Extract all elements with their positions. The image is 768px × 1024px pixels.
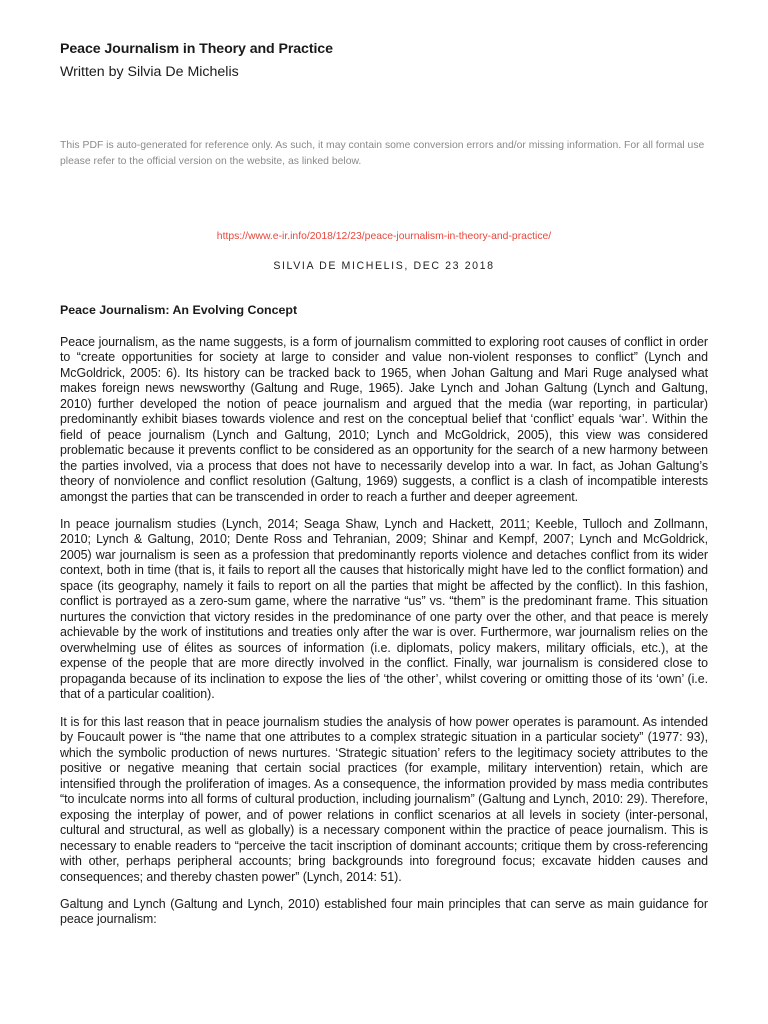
pdf-disclaimer: This PDF is auto-generated for reference only. As such, it may contain some conversion errors and/or missing information. For all formal use please refer to the official version on the website, as linked below.	[60, 140, 705, 167]
section-heading: Peace Journalism: An Evolving Concept	[60, 303, 298, 317]
body-paragraph: Galtung and Lynch (Galtung and Lynch, 2010) established four main principles that can serve as main guidance for peace journalism:	[60, 897, 708, 927]
body-paragraph: Peace journalism, as the name suggests, is a form of journalism committed to exploring root causes of conflict in order to “create opportunities for society at large to consider and value non-violent responses to conflict” (Lynch and McGoldrick, 2005: 6). Its history can be tracked back to 1965, when Johan Galtung and Mari Ruge analysed what makes foreign news newsworthy (Galtung and Ruge, 1965). Jake Lynch and Johan Galtung (Lynch and Galtung, 2010) further developed the notion of peace journalism and argued that the media (war reporting, in particular) predominantly exhibit biases towards violence and rest on the conceptual belief that ‘conflict’ equals ‘war’. Within the field of peace journalism (Lynch and Galtung, 2010; Lynch and McGoldrick, 2005), this view was considered problematic because it prevents conflict to be considered as an opportunity for the search of a new harmony between the parties involved, via a process that does not have to necessarily develop into a war. In fact, as Johan Galtung’s theory of nonviolence and conflict resolution (Galtung, 1969) suggests, a conflict is a clash of incompatible interests amongst the parties that can be transcended in order to reach a further and deeper agreement.	[60, 335, 708, 504]
body-paragraph: In peace journalism studies (Lynch, 2014; Seaga Shaw, Lynch and Hackett, 2011; Keeble, Tulloch and Zollmann, 2010; Lynch & Galtung, 2010; Dente Ross and Tehranian, 2009; Shinar and Kempf, 2007; Lynch and McGoldrick, 2005) war journalism is seen as a profession that predominantly reports violence and detaches conflict from its wider context, both in time (that is, it fails to report all the causes that historically might have led to the conflict formation) and space (its geography, namely it fails to report on all the parties that might be affected by the conflict). In this fashion, conflict is portrayed as a zero-sum game, where the narrative “us” vs. “them” is the predominant frame. This situation nurtures the conviction that victory resides in the predominance of one party over the other, and that peace is merely achievable by the work of institutions and treaties only after the war is over. Furthermore, war journalism relies on the overwhelming use of élites as sources of information (i.e. diplomats, policy makers, military officials, etc.), at the expense of the people that are more directly involved in the conflict. Finally, war journalism is considered close to propaganda because of its inclination to expose the lies of ‘the other’, whilst covering or omitting those of its ‘own’ (i.e. that of a particular coalition).	[60, 517, 708, 701]
document-title: Peace Journalism in Theory and Practice	[60, 41, 333, 57]
author-line: Written by Silvia De Michelis	[60, 64, 239, 80]
author-date-byline: SILVIA DE MICHELIS, DEC 23 2018	[273, 260, 495, 272]
source-url-link[interactable]: https://www.e-ir.info/2018/12/23/peace-journalism-in-theory-and-practice/	[216, 231, 552, 242]
body-paragraph: It is for this last reason that in peace journalism studies the analysis of how power operates is paramount. As intended by Foucault power is “the name that one attributes to a complex strategic situation in a particular society” (1977: 93), which the symbolic production of news nurtures. ‘Strategic situation’ refers to the legitimacy society attributes to the positive or negative meaning that certain social practices (for example, military intervention) retain, which are intensified through the proliferation of images. As a consequence, the information provided by mass media contributes “to inculcate norms into all forms of cultural production, including journalism” (Galtung and Lynch, 2010: 29). Therefore, exposing the interplay of power, and of power relations in conflict scenarios at all levels in society (inter-personal, cultural and structural, as well as globally) is a necessary component within the practice of peace journalism. This is necessary to enable readers to “perceive the tacit inscription of dominant accounts; critique them by cross-referencing with other, perhaps peripheral accounts; bring backgrounds into foreground focus; excavate hidden causes and consequences; and thereby chasten power” (Lynch, 2014: 51).	[60, 715, 708, 884]
